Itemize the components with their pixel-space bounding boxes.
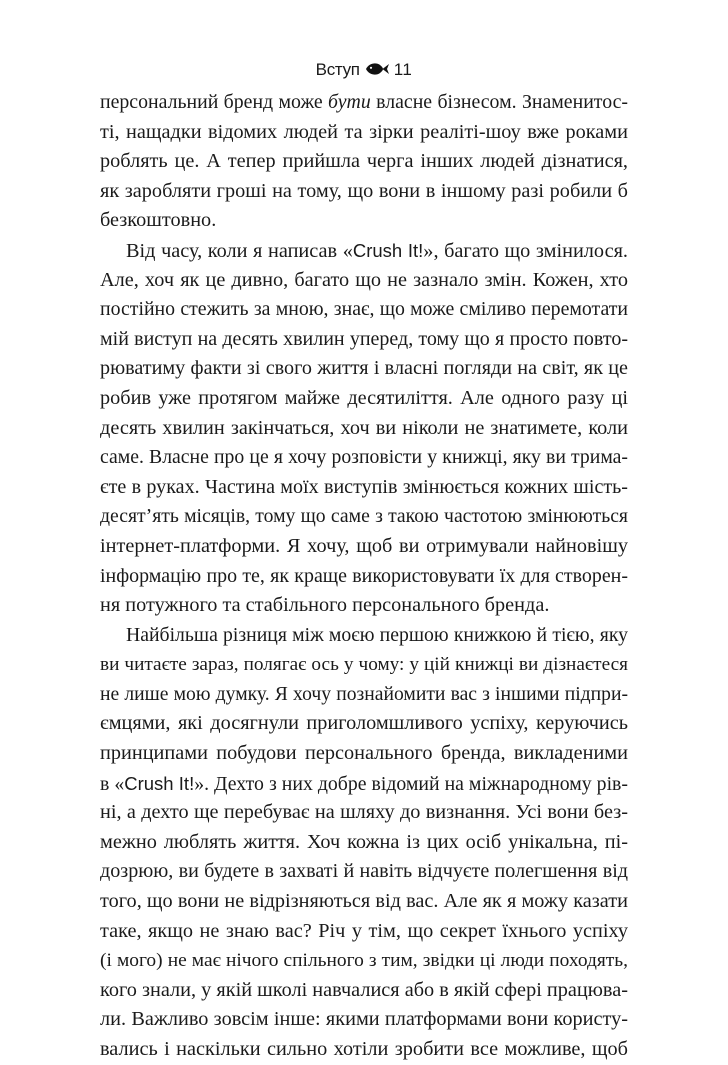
text-line: десят’ять місяців, тому що саме з такою частотою змінюються [100,505,628,528]
text-line: кого знали, у якій школі навчалися або в якій сфері працюва- [100,978,628,1001]
text-line: Але, хоч як це дивно, багато що не зазнало змін. Кожен, хто [100,268,628,291]
text-line: роблять це. А тепер прийшла черга інших людей дізнатися, [100,150,628,173]
text-line: інтернет-платформи. Я хочу, щоб ви отримували найновішу [100,534,628,557]
paragraph [100,236,628,621]
text-line: вались і наскільки сильно хотіли зробити все можливе, щоб [100,1038,628,1060]
text-line: того, що вони не відрізняються від вас. Але як я можу казати [100,890,628,913]
text-line: не лише мою думку. Я хочу познайомити вас з іншими підпри- [100,683,628,705]
emphasis: бути [328,91,371,113]
page-number: 11 [393,60,413,79]
text-line: Найбільша різниця між моєю першою книжкою й тією, яку [126,623,628,646]
text-line: як заробляти гроші на тому, що вони в іншому разі робили б [100,179,628,202]
text-line: робив уже протягом майже десятиліття. Але одного разу ці [100,386,628,409]
text-line: безкоштовно. [100,209,217,232]
text-line: саме. Власне про це я хочу розповісти у книжці, яку ви трима- [100,446,628,469]
body-text [100,88,628,1065]
text-line: принципами побудови персонального бренда, викладеними [100,742,628,765]
text-line: таке, якщо не знаю вас? Річ у тім, що секрет їхнього успіху [100,919,628,942]
text-line: ня потужного та стабільного персонального бренда. [100,594,550,617]
text-line: ні, а дехто ще перебуває на шляху до визнання. Усі вони без- [100,801,628,824]
text-line: єте в руках. Частина моїх виступів змінюється кожних шість- [100,475,628,498]
text-line: ті, нащадки відомих людей та зірки реаліті-шоу вже роками [100,120,628,143]
text-line: межно люблять життя. Хоч кожна із цих осіб унікальна, пі- [100,830,628,853]
running-head [0,58,728,82]
text-line: постійно стежить за мною, знає, що може сміливо перемотати [100,298,628,321]
text-line: ємцями, які досягнули приголомшливого успіху, керуючись [100,712,628,735]
text-line: Від часу, коли я написав «Crush It!», багато що змінилося. [126,239,628,262]
text-line: мій виступ на десять хвилин уперед, тому що я просто повто- [100,327,628,350]
text-line: (і мого) не має нічого спільного з тим, звідки ці люди походять, [100,950,628,972]
book-title: Crush It! [352,239,424,261]
text-line: десять хвилин закінчаться, хоч ви ніколи не знатимете, коли [100,416,628,439]
section-title: Вступ [315,60,360,79]
text-line: інформацію про те, як краще використовувати їх для створен- [100,564,628,587]
fish-ornament-icon [364,61,390,77]
book-title: Crush It! [124,772,195,794]
text-line: ви читаєте зараз, полягає ось у чому: у цій книжці ви дізнаєтеся [100,654,628,676]
text-line: персональний бренд може бути власне бізнесом. Знаменитос- [100,91,628,113]
text-line: дозрюю, ви будете в захваті й навіть відчуєте полегшення від [100,860,628,883]
paragraph [100,88,628,236]
text-line: рюватиму факти зі свого життя і власні погляди на світ, як це [100,357,628,380]
text-line: ли. Важливо зовсім інше: якими платформами вони користу- [100,1008,628,1031]
text-line: в «Crush It!». Дехто з них добре відомий на міжнародному рів- [100,772,628,795]
paragraph [100,621,628,1065]
